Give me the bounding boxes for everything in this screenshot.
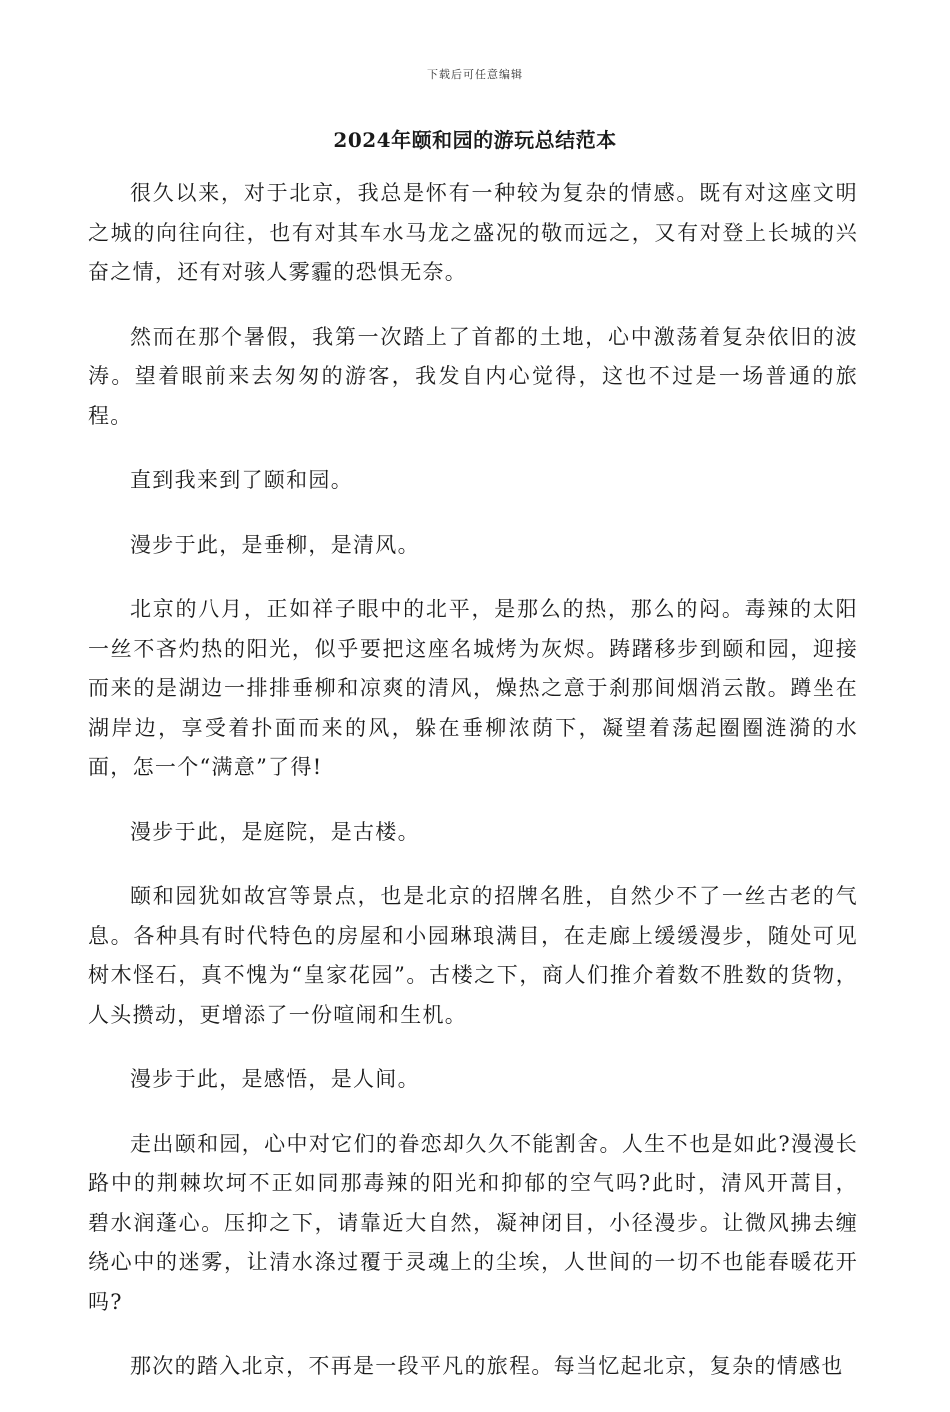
paragraph: 然而在那个暑假，我第一次踏上了首都的土地，心中激荡着复杂依旧的波涛。望着眼前来去匆匆的游客，我发自内心觉得，这也不过是一场普通的旅程。 xyxy=(88,324,858,428)
paragraph: 那次的踏入北京，不再是一段平凡的旅程。每当忆起北京，复杂的情感也 xyxy=(130,1354,844,1378)
paragraph: 漫步于此，是庭院，是古楼。 xyxy=(130,819,420,844)
paragraph: 直到我来到了颐和园。 xyxy=(130,468,353,492)
document-title: 2024年颐和园的游玩总结范本 xyxy=(333,128,617,152)
paragraph: 颐和园犹如故宫等景点，也是北京的招牌名胜，自然少不了一丝古老的气息。各种具有时代特色的房屋和小园琳琅满目，在走廊上缓缓漫步，随处可见树木怪石，真不愧为“皇家花园”。古楼之下，商人们推介着数不胜数的货物，人头攒动，更增添了一份喧闹和生机。 xyxy=(88,884,858,1027)
paragraph: 北京的八月，正如祥子眼中的北平，是那么的热，那么的闷。毒辣的太阳一丝不吝灼热的阳光，似乎要把这座名城烤为灰烬。踌躇移步到颐和园，迎接而来的是湖边一排排垂柳和凉爽的清风，燥热之意于刹那间烟消云散。蹲坐在湖岸边，享受着扑面而来的风，躲在垂柳浓荫下，凝望着荡起圈圈涟漪的水面，怎一个“满意”了得! xyxy=(88,597,858,779)
paragraph: 很久以来，对于北京，我总是怀有一种较为复杂的情感。既有对这座文明之城的向往向往，也有对其车水马龙之盛况的敬而远之，又有对登上长城的兴奋之情，还有对骇人雾霾的恐惧无奈。 xyxy=(88,181,858,284)
document-body xyxy=(88,174,858,1412)
paragraph: 漫步于此，是垂柳，是清风。 xyxy=(130,532,420,557)
paragraph: 走出颐和园，心中对它们的眷恋却久久不能割舍。人生不也是如此?漫漫长路中的荆棘坎坷不正如同那毒辣的阳光和抑郁的空气吗?此时，清风开蒿目，碧水润蓬心。压抑之下，请靠近大自然，凝神闭目，小径漫步。让微风拂去缠绕心中的迷雾，让清水涤过覆于灵魂上的尘埃，人世间的一切不也能春暖花开吗? xyxy=(88,1131,858,1314)
header-note: 下载后可任意编辑 xyxy=(427,68,523,81)
paragraph: 漫步于此，是感悟，是人间。 xyxy=(130,1067,420,1091)
